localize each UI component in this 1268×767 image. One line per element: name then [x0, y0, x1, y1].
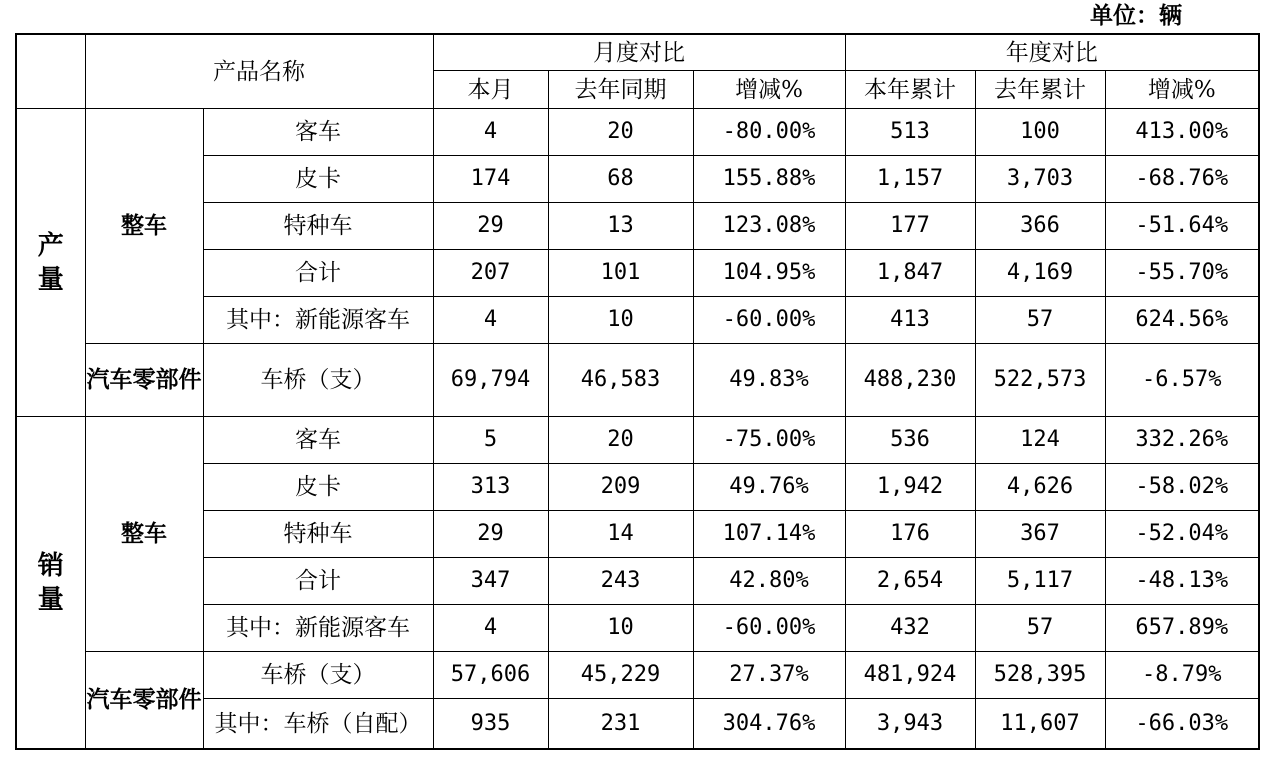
cell-value: 124 [975, 417, 1105, 464]
header-corner [16, 34, 85, 109]
cell-value: 207 [433, 250, 548, 297]
cell-value: 243 [548, 558, 693, 605]
cell-value: 42.80% [693, 558, 845, 605]
cell-value: 4 [433, 605, 548, 652]
cell-value: 27.37% [693, 652, 845, 699]
cell-value: -60.00% [693, 297, 845, 344]
cell-value: 432 [845, 605, 975, 652]
cell-value: 14 [548, 511, 693, 558]
row-item-label: 合计 [203, 558, 433, 605]
group-label-vehicles: 整车 [85, 109, 203, 344]
cell-value: 3,943 [845, 699, 975, 750]
cell-value: -75.00% [693, 417, 845, 464]
cell-value: 13 [548, 203, 693, 250]
row-item-label: 客车 [203, 109, 433, 156]
cell-value: 45,229 [548, 652, 693, 699]
row-item-label: 其中：车桥（自配） [203, 699, 433, 750]
cell-value: 49.76% [693, 464, 845, 511]
cell-value: -80.00% [693, 109, 845, 156]
header-col-this-month: 本月 [433, 71, 548, 109]
cell-value: 4 [433, 297, 548, 344]
cell-value: 481,924 [845, 652, 975, 699]
cell-value: -66.03% [1105, 699, 1259, 750]
cell-value: 304.76% [693, 699, 845, 750]
section-label-sales [16, 417, 85, 750]
cell-value: 57 [975, 297, 1105, 344]
cell-value: 101 [548, 250, 693, 297]
cell-value: -68.76% [1105, 156, 1259, 203]
cell-value: 3,703 [975, 156, 1105, 203]
row-item-label: 其中：新能源客车 [203, 297, 433, 344]
group-label-auto-parts: 汽车零部件 [85, 344, 203, 417]
cell-value: 4,626 [975, 464, 1105, 511]
row-item-label: 皮卡 [203, 464, 433, 511]
header-yearly-comparison: 年度对比 [845, 34, 1259, 71]
cell-value: 49.83% [693, 344, 845, 417]
row-item-label: 合计 [203, 250, 433, 297]
cell-value: 488,230 [845, 344, 975, 417]
cell-value: -52.04% [1105, 511, 1259, 558]
cell-value: 11,607 [975, 699, 1105, 750]
cell-value: 332.26% [1105, 417, 1259, 464]
row-item-label: 车桥（支） [203, 652, 433, 699]
header-col-monthly-change: 增减% [693, 71, 845, 109]
cell-value: -8.79% [1105, 652, 1259, 699]
cell-value: 104.95% [693, 250, 845, 297]
cell-value: 413 [845, 297, 975, 344]
header-col-same-period-last-year: 去年同期 [548, 71, 693, 109]
cell-value: 123.08% [693, 203, 845, 250]
cell-value: 528,395 [975, 652, 1105, 699]
cell-value: 57,606 [433, 652, 548, 699]
row-item-label: 客车 [203, 417, 433, 464]
cell-value: 2,654 [845, 558, 975, 605]
cell-value: 29 [433, 203, 548, 250]
header-product-name: 产品名称 [85, 34, 433, 109]
cell-value: 5 [433, 417, 548, 464]
cell-value: -55.70% [1105, 250, 1259, 297]
group-label-vehicles: 整车 [85, 417, 203, 652]
cell-value: 935 [433, 699, 548, 750]
cell-value: 366 [975, 203, 1105, 250]
header-col-ytd-last-year: 去年累计 [975, 71, 1105, 109]
cell-value: 20 [548, 417, 693, 464]
section-label-text: 产量 [37, 230, 64, 295]
cell-value: 413.00% [1105, 109, 1259, 156]
cell-value: 4 [433, 109, 548, 156]
cell-value: 68 [548, 156, 693, 203]
cell-value: 20 [548, 109, 693, 156]
cell-value: 10 [548, 297, 693, 344]
cell-value: -6.57% [1105, 344, 1259, 417]
cell-value: 657.89% [1105, 605, 1259, 652]
cell-value: 177 [845, 203, 975, 250]
cell-value: 1,847 [845, 250, 975, 297]
section-label-production [16, 109, 85, 417]
cell-value: 4,169 [975, 250, 1105, 297]
row-item-label: 车桥（支） [203, 344, 433, 417]
row-item-label: 其中：新能源客车 [203, 605, 433, 652]
header-col-yearly-change: 增减% [1105, 71, 1259, 109]
group-label-auto-parts: 汽车零部件 [85, 652, 203, 750]
cell-value: 367 [975, 511, 1105, 558]
cell-value: 1,942 [845, 464, 975, 511]
cell-value: -58.02% [1105, 464, 1259, 511]
production-sales-table [15, 33, 1260, 750]
cell-value: 513 [845, 109, 975, 156]
cell-value: 10 [548, 605, 693, 652]
cell-value: 69,794 [433, 344, 548, 417]
cell-value: -51.64% [1105, 203, 1259, 250]
cell-value: 5,117 [975, 558, 1105, 605]
cell-value: 209 [548, 464, 693, 511]
cell-value: 313 [433, 464, 548, 511]
cell-value: 1,157 [845, 156, 975, 203]
cell-value: 46,583 [548, 344, 693, 417]
unit-label: 单位：辆 [1090, 2, 1182, 29]
cell-value: 624.56% [1105, 297, 1259, 344]
row-item-label: 特种车 [203, 203, 433, 250]
header-monthly-comparison: 月度对比 [433, 34, 845, 71]
cell-value: 536 [845, 417, 975, 464]
cell-value: 231 [548, 699, 693, 750]
cell-value: 347 [433, 558, 548, 605]
cell-value: 176 [845, 511, 975, 558]
row-item-label: 特种车 [203, 511, 433, 558]
cell-value: 155.88% [693, 156, 845, 203]
cell-value: 100 [975, 109, 1105, 156]
section-label-text: 销量 [37, 550, 64, 615]
cell-value: 107.14% [693, 511, 845, 558]
cell-value: -48.13% [1105, 558, 1259, 605]
cell-value: 522,573 [975, 344, 1105, 417]
cell-value: -60.00% [693, 605, 845, 652]
cell-value: 29 [433, 511, 548, 558]
header-col-ytd-this-year: 本年累计 [845, 71, 975, 109]
row-item-label: 皮卡 [203, 156, 433, 203]
cell-value: 174 [433, 156, 548, 203]
cell-value: 57 [975, 605, 1105, 652]
